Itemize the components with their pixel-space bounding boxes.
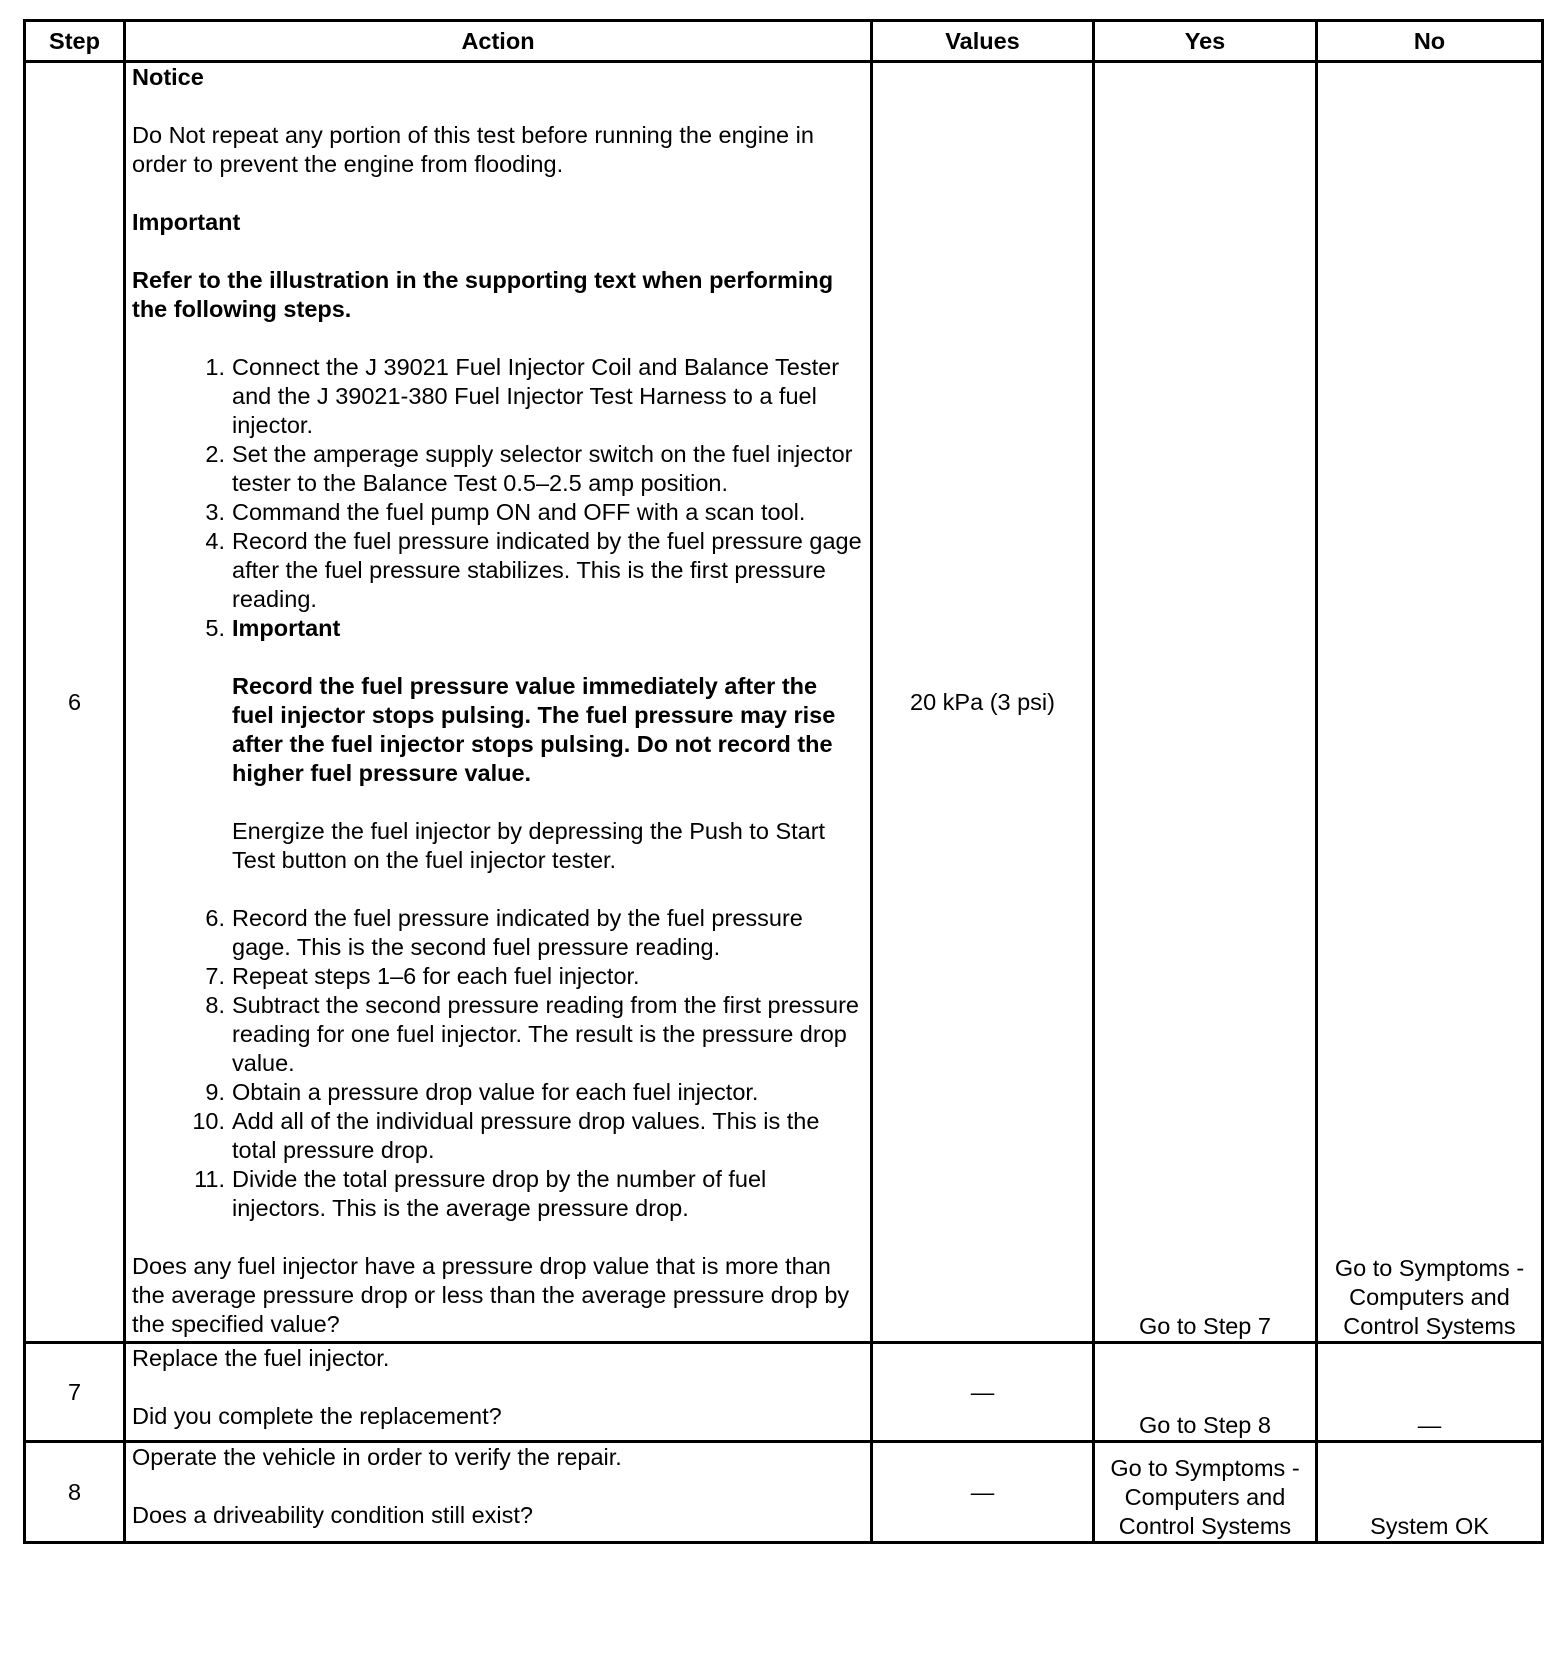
list-item: 8. Subtract the second pressure reading from the first pressure reading for one fuel injector. The result is the pressure drop value. [205,992,859,1076]
list-item: 7. Repeat steps 1–6 for each fuel injector. [205,963,640,989]
step5-important-title: Important [232,615,341,641]
values-cell: — [872,1442,1094,1543]
step-number: 6 [25,62,125,1343]
action-cell [125,1343,872,1442]
table-row [25,62,1543,1343]
list-item: 4. Record the fuel pressure indicated by the fuel pressure gage after the fuel pressure stabilizes. This is the first pressure reading. [205,528,862,612]
question-text: Did you complete the replacement? [132,1403,502,1429]
list-item: 11. Divide the total pressure drop by the number of fuel injectors. This is the average pressure drop. [194,1166,767,1221]
yes-link: Go to Step 7 [1094,62,1317,1343]
question-text: Does a driveability condition still exist? [132,1502,533,1528]
list-item: 1. Connect the J 39021 Fuel Injector Coil and Balance Tester and the J 39021-380 Fuel Injector Test Harness to a fuel injector. [205,354,840,438]
step-number: 7 [25,1343,125,1442]
values-cell: 20 kPa (3 psi) [872,62,1094,1343]
list-item: 5. Important Record the fuel pressure value immediately after the fuel injector stops pulsing. The fuel pressure may rise after the fuel injector stops pulsing. Do not record the higher fuel pressure value. Energize the fuel injector by depressing the Push to Start Test button on the fuel injector tester. [132,614,864,904]
question-text: Does any fuel injector have a pressure drop value that is more than the average pressure drop or less than the average pressure drop by the specified value? [132,1253,850,1337]
values-cell: — [872,1343,1094,1442]
important-title: Important [132,209,241,235]
important-text: Refer to the illustration in the supporting text when performing the following steps. [132,267,834,322]
header-step: Step [25,21,125,62]
header-row [25,21,1543,62]
list-item: 3. Command the fuel pump ON and OFF with a scan tool. [205,499,806,525]
no-link: — [1317,1343,1543,1442]
list-item: 10. Add all of the individual pressure drop values. This is the total pressure drop. [192,1108,820,1163]
yes-link: Go to Step 8 [1094,1343,1317,1442]
step5-text: Energize the fuel injector by depressing the Push to Start Test button on the fuel injector tester. [232,818,826,873]
table-row [25,1442,1543,1543]
header-yes: Yes [1094,21,1317,62]
list-item: 6. Record the fuel pressure indicated by the fuel pressure gage. This is the second fuel pressure reading. [205,905,803,960]
header-no: No [1317,21,1543,62]
action-cell [125,62,872,1343]
header-values: Values [872,21,1094,62]
no-link: Go to Symptoms - Computers and Control Systems [1317,62,1543,1343]
header-action: Action [125,21,872,62]
table-row [25,1343,1543,1442]
procedure-steps [132,353,864,1223]
step5-important-text: Record the fuel pressure value immediately after the fuel injector stops pulsing. The fuel pressure may rise after the fuel injector stops pulsing. Do not record the higher fuel pressure value. [232,673,836,786]
yes-link: Go to Symptoms - Computers and Control Systems [1094,1442,1317,1543]
diagnostic-table [23,19,1544,1544]
notice-text: Do Not repeat any portion of this test before running the engine in order to prevent the engine from flooding. [132,122,814,177]
list-item: 2. Set the amperage supply selector switch on the fuel injector tester to the Balance Test 0.5–2.5 amp position. [205,441,853,496]
step-number: 8 [25,1442,125,1543]
list-item: 9. Obtain a pressure drop value for each fuel injector. [205,1079,759,1105]
action-text: Replace the fuel injector. [132,1345,390,1371]
no-link: System OK [1317,1442,1543,1543]
action-cell [125,1442,872,1543]
action-text: Operate the vehicle in order to verify the repair. [132,1444,622,1470]
notice-title: Notice [132,64,204,90]
